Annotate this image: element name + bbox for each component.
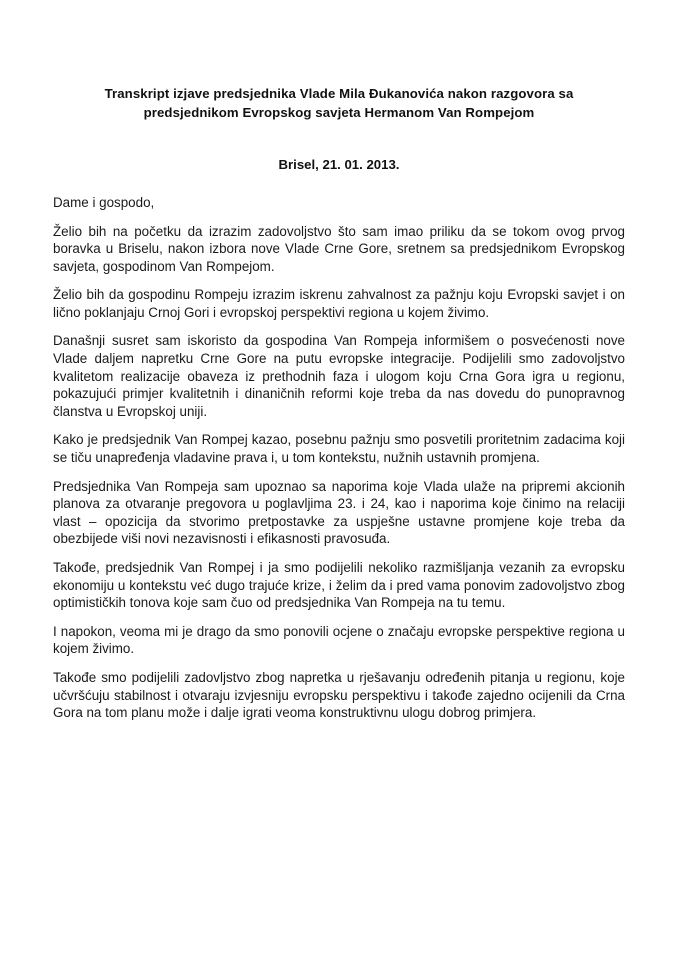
body-paragraph: Kako je predsjednik Van Rompej kazao, posebnu pažnju smo posvetili proritetnim zadacima koji se tiču unapređenja vladavine prava i, u tom kontekstu, nužnih ustavnih promjena.: [53, 432, 625, 466]
body-paragraph: Predsjednika Van Rompeja sam upoznao sa naporima koje Vlada ulaže na pripremi akcionih planova za otvaranje pregovora u poglavljima 23. i 24, kao i naporima koje činimo na relaciji vlast – opozicija da stvorimo pretpostavke za uspješne ustavne promjene koje treba da obezbijede viši novi nezavisnosti i efikasnosti pravosuđa.: [53, 478, 625, 547]
body-paragraph: Želio bih da gospodinu Rompeju izrazim iskrenu zahvalnost za pažnju koju Evropski savjet i on lično poklanjaju Crnoj Gori i evropskoj perspektivi regiona u kojem živimo.: [53, 287, 625, 320]
body-paragraph: Takođe smo podijelili zadovljstvo zbog napretka u rješavanju određenih pitanja u regionu, koje učvršćuju stabilnost i otvaraju izvjesniju evropsku perspektivu i takođe zajedno ocijenili da Crna Gora na tom planu može i dalje igrati veoma konstruktivnu ulogu dobrog primjera.: [53, 669, 625, 721]
page-title-line-2: predsjednikom Evropskog savjeta Hermanom Van Rompejom: [143, 105, 535, 120]
body-paragraph: Današnji susret sam iskoristo da gospodina Van Rompeja informišem o posvećenosti nove Vlade daljem napretku Crne Gore na putu evropske integracije. Podijelili smo zadovoljstvo kvalitetom realizacije obaveza iz prethodnih faza i ulogom koju Crna Gora igra u regionu, pokazujući primjer kvalitetnih i dinaničnih reformi koje treba da nas dovedu do punopravnog članstva u Evropskoj uniji.: [53, 333, 625, 419]
page-title: [53, 0, 625, 122]
dateline: Brisel, 21. 01. 2013.: [278, 157, 400, 172]
body-paragraph: I napokon, veoma mi je drago da smo ponovili ocjene o značaju evropske perspektive regiona u kojem živimo.: [53, 623, 625, 657]
document-content: [53, 0, 625, 722]
body-paragraph: Želio bih na početku da izrazim zadovoljstvo što sam imao priliku da se tokom ovog prvog boravka u Briselu, nakon izbora nove Vlade Crne Gore, sretnem sa predsjednikom Evropskog savjeta, gospodinom Van Rompejom.: [53, 223, 625, 274]
salutation: Dame i gospodo,: [53, 195, 155, 210]
page-title-line-1: Transkript izjave predsjednika Vlade Mila Đukanovića nakon razgovora sa: [104, 86, 574, 101]
body-paragraph: Takođe, predsjednik Van Rompej i ja smo podijelili nekoliko razmišljanja vezanih za evropsku ekonomiju u kontekstu već dugo trajuće krize, i želim da i pred vama ponovim zadovoljstvo zbog optimističkih tonova koje sam čuo od predsjednika Van Rompeja na tu temu.: [53, 560, 625, 611]
